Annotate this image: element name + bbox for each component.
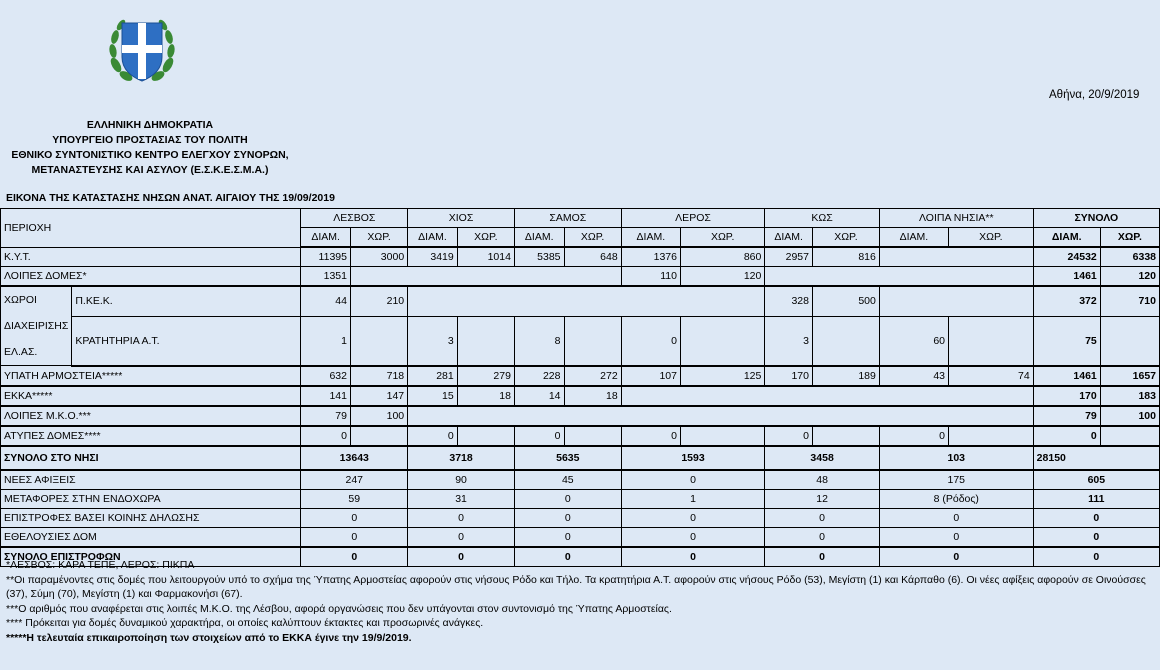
row-label: ΣΥΝΟΛΟ ΕΠΙΣΤΡΟΦΩΝ (1, 547, 301, 567)
cell: 13643 (301, 446, 408, 470)
xor-header: ΧΩΡ. (680, 228, 764, 248)
cell: 110 (621, 267, 680, 287)
cell: 44 (301, 286, 351, 316)
cell: 0 (514, 547, 621, 567)
cell: 3718 (408, 446, 515, 470)
cell: 648 (564, 247, 621, 267)
header-line: ΕΘΝΙΚΟ ΣΥΝΤΟΝΙΣΤΙΚΟ ΚΕΝΤΡΟ ΕΛΕΓΧΟΥ ΣΥΝΟΡΩΝ, (11, 149, 289, 161)
cell: 15 (408, 386, 458, 406)
diam-header: ΔΙΑΜ. (879, 228, 948, 248)
cell: 328 (765, 286, 813, 316)
document-title: ΕΙΚΟΝΑ ΤΗΣ ΚΑΤΑΣΤΑΣΗΣ ΝΗΣΩΝ ΑΝΑΤ. ΑΙΓΑΙΟΥ ΤΗΣ 19/09/2019 (6, 192, 335, 204)
row-label: ΕΘΕΛΟΥΣΙΕΣ ΔΟΜ (1, 527, 301, 547)
cell: 0 (765, 547, 880, 567)
header-line: ΕΛΛΗΝΙΚΗ ΔΗΜΟΚΡΑΤΙΑ (86, 119, 214, 131)
total-header: ΣΥΝΟΛΟ (1033, 209, 1159, 228)
cell: 632 (301, 366, 351, 386)
cell: 3000 (350, 247, 407, 267)
cell: 0 (621, 470, 765, 490)
island-header: ΧΙΟΣ (408, 209, 515, 228)
cell: 2957 (765, 247, 813, 267)
xor-header: ΧΩΡ. (812, 228, 879, 248)
cell: 3 (765, 316, 813, 365)
cell: 1351 (301, 267, 351, 287)
cell: 189 (812, 366, 879, 386)
table-row (1, 489, 1160, 508)
footnotes (6, 558, 1156, 645)
cell (564, 426, 621, 446)
row-label: ΑΤΥΠΕΣ ΔΟΜΕΣ**** (1, 426, 301, 446)
xor-header: ΧΩΡ. (350, 228, 407, 248)
island-header: ΣΑΜΟΣ (514, 209, 621, 228)
cell: 1593 (621, 446, 765, 470)
table-row (1, 446, 1160, 470)
cell: 210 (350, 286, 407, 316)
total-cell: 710 (1100, 286, 1159, 316)
group-label: ΧΩΡΟΙ ΔΙΑΧΕΙΡΙΣΗΣ ΕΛ.ΑΣ. (1, 286, 72, 366)
cell: 500 (812, 286, 879, 316)
cell: 45 (514, 470, 621, 490)
island-header: ΛΕΣΒΟΣ (301, 209, 408, 228)
cell: 0 (301, 527, 408, 547)
xor-header: ΧΩΡ. (1100, 228, 1159, 248)
header-line: ΜΕΤΑΝΑΣΤΕΥΣΗΣ ΚΑΙ ΑΣΥΛΟΥ (Ε.Σ.Κ.Ε.Σ.Μ.Α.) (31, 164, 269, 176)
cell: 18 (564, 386, 621, 406)
table-row (1, 247, 1160, 267)
cell: 107 (621, 366, 680, 386)
cell (949, 426, 1034, 446)
cell: 0 (621, 547, 765, 567)
cell: 79 (301, 406, 351, 426)
diam-header: ΔΙΑΜ. (1033, 228, 1100, 248)
table-row (1, 366, 1160, 386)
total-cell: 605 (1033, 470, 1159, 490)
cell: 175 (879, 470, 1033, 490)
cell (680, 316, 764, 365)
cell (879, 286, 1033, 316)
footnote: *ΛΕΣΒΟΣ: ΚΑΡΑ ΤΕΠΕ, ΛΕΡΟΣ: ΠΙΚΠΑ (6, 559, 195, 571)
cell: 0 (408, 426, 458, 446)
row-label: Π.ΚΕ.Κ. (72, 286, 301, 316)
cell (408, 406, 1034, 426)
cell (457, 316, 514, 365)
cell: 12 (765, 489, 880, 508)
cell: 0 (514, 508, 621, 527)
cell: 0 (765, 527, 880, 547)
cell: 0 (621, 508, 765, 527)
diam-header: ΔΙΑΜ. (301, 228, 351, 248)
cell (1100, 316, 1159, 365)
cell (350, 426, 407, 446)
total-cell: 100 (1100, 406, 1159, 426)
cell: 0 (514, 426, 564, 446)
cell: 247 (301, 470, 408, 490)
cell: 0 (879, 426, 948, 446)
cell: 8 (514, 316, 564, 365)
total-cell: 0 (1033, 508, 1159, 527)
cell: 1 (301, 316, 351, 365)
total-cell: 372 (1033, 286, 1100, 316)
cell: 228 (514, 366, 564, 386)
cell: 0 (408, 508, 515, 527)
total-cell: 6338 (1100, 247, 1159, 267)
cell: 8 (Ρόδος) (879, 489, 1033, 508)
diam-header: ΔΙΑΜ. (765, 228, 813, 248)
row-label: ΥΠΑΤΗ ΑΡΜΟΣΤΕΙΑ***** (1, 366, 301, 386)
cell (765, 267, 1033, 287)
total-cell: 79 (1033, 406, 1100, 426)
island-header: ΛΟΙΠΑ ΝΗΣΙΑ** (879, 209, 1033, 228)
cell: 18 (457, 386, 514, 406)
xor-header: ΧΩΡ. (949, 228, 1034, 248)
total-cell: 183 (1100, 386, 1159, 406)
table-row (1, 286, 1160, 316)
total-cell: 1657 (1100, 366, 1159, 386)
total-cell: 1461 (1033, 267, 1100, 287)
row-label: Κ.Υ.Τ. (1, 247, 301, 267)
island-header: ΚΩΣ (765, 209, 880, 228)
cell: 281 (408, 366, 458, 386)
greek-emblem-icon (108, 15, 176, 87)
row-label: ΣΥΝΟΛΟ ΣΤΟ ΝΗΣΙ (1, 446, 301, 470)
cell: 718 (350, 366, 407, 386)
total-cell: 120 (1100, 267, 1159, 287)
header-line: ΥΠΟΥΡΓΕΙΟ ΠΡΟΣΤΑΣΙΑΣ ΤΟΥ ΠΟΛΙΤΗ (52, 134, 248, 146)
cell: 0 (408, 527, 515, 547)
table-row (1, 406, 1160, 426)
cell (457, 426, 514, 446)
cell: 0 (621, 527, 765, 547)
cell: 0 (301, 426, 351, 446)
cell: 0 (879, 547, 1033, 567)
cell: 0 (765, 508, 880, 527)
table-row (1, 470, 1160, 490)
total-cell: 75 (1033, 316, 1100, 365)
total-cell: 24532 (1033, 247, 1100, 267)
cell: 5635 (514, 446, 621, 470)
cell: 74 (949, 366, 1034, 386)
cell: 0 (765, 426, 813, 446)
cell: 100 (350, 406, 407, 426)
islands-status-table (0, 208, 1160, 567)
cell: 120 (680, 267, 764, 287)
footnote: *****Η τελευταία επικαιροποίηση των στοιχείων από το ΕΚΚΑ έγινε την 19/9/2019. (6, 631, 412, 644)
cell: 279 (457, 366, 514, 386)
cell (350, 316, 407, 365)
footnote: **Οι παραμένοντες στις δομές που λειτουργούν υπό το σχήμα της Ύπατης Αρμοστείας αφορούν στις νήσους Ρόδο και Τήλο. Τα κρατητήρια Α.Τ. αφορούν στις νήσους Ρόδο (53), Μεγίστη (1) και Κάρπαθο (6). Οι νέες αφίξεις αφορούν σε Οινούσσες (37), Σύμη (70), Μεγίστη (1) και Φαρμακονήσι (67). (6, 573, 1146, 600)
xor-header: ΧΩΡ. (564, 228, 621, 248)
cell: 141 (301, 386, 351, 406)
total-cell: 0 (1033, 547, 1159, 567)
row-label: ΕΚΚΑ***** (1, 386, 301, 406)
cell (812, 426, 879, 446)
region-header: ΠΕΡΙΟΧΗ (1, 209, 301, 248)
cell: 147 (350, 386, 407, 406)
row-label: ΛΟΙΠΕΣ Μ.Κ.Ο.*** (1, 406, 301, 426)
footnote: ***Ο αριθμός που αναφέρεται στις λοιπές Μ.Κ.Ο. της Λέσβου, αφορά οργανώσεις που δεν υπάγονται στον συντονισμό της Ύπατης Αρμοστείας. (6, 602, 672, 615)
table-row (1, 426, 1160, 446)
cell: 170 (765, 366, 813, 386)
issuer-header (0, 118, 300, 178)
total-cell: 0 (1033, 426, 1100, 446)
cell: 48 (765, 470, 880, 490)
row-label: ΝΕΕΣ ΑΦΙΞΕΙΣ (1, 470, 301, 490)
diam-header: ΔΙΑΜ. (514, 228, 564, 248)
table-header-row (1, 209, 1160, 228)
total-cell: 170 (1033, 386, 1100, 406)
table-row (1, 316, 1160, 365)
cell (949, 316, 1034, 365)
row-label: ΕΠΙΣΤΡΟΦΕΣ ΒΑΣΕΙ ΚΟΙΝΗΣ ΔΗΛΩΣΗΣ (1, 508, 301, 527)
total-cell: 1461 (1033, 366, 1100, 386)
diam-header: ΔΙΑΜ. (621, 228, 680, 248)
cell: 60 (879, 316, 948, 365)
cell: 1 (621, 489, 765, 508)
cell (879, 247, 1033, 267)
cell: 3419 (408, 247, 458, 267)
cell: 0 (879, 527, 1033, 547)
cell: 1376 (621, 247, 680, 267)
cell: 59 (301, 489, 408, 508)
diam-header: ΔΙΑΜ. (408, 228, 458, 248)
cell: 0 (408, 547, 515, 567)
cell: 0 (301, 547, 408, 567)
cell: 0 (879, 508, 1033, 527)
cell: 0 (621, 426, 680, 446)
cell (621, 386, 1033, 406)
cell: 816 (812, 247, 879, 267)
cell (408, 286, 765, 316)
cell (350, 267, 621, 287)
table-row (1, 267, 1160, 287)
table-row (1, 508, 1160, 527)
document-date: Αθήνα, 20/9/2019 (1049, 89, 1140, 101)
total-cell: 0 (1033, 527, 1159, 547)
cell: 125 (680, 366, 764, 386)
cell (680, 426, 764, 446)
cell: 272 (564, 366, 621, 386)
table-row (1, 527, 1160, 547)
table-row (1, 386, 1160, 406)
cell (812, 316, 879, 365)
cell: 103 (879, 446, 1033, 470)
cell: 0 (621, 316, 680, 365)
row-label: ΚΡΑΤΗΤΗΡΙΑ Α.Τ. (72, 316, 301, 365)
cell: 14 (514, 386, 564, 406)
footnote: **** Πρόκειται για δομές δυναμικού χαρακτήρα, οι οποίες καλύπτουν έκτακτες και προσωρινές ανάγκες. (6, 617, 484, 629)
cell: 860 (680, 247, 764, 267)
cell: 3 (408, 316, 458, 365)
total-cell: 28150 (1033, 446, 1159, 470)
cell: 0 (514, 527, 621, 547)
cell: 11395 (301, 247, 351, 267)
cell (564, 316, 621, 365)
cell: 90 (408, 470, 515, 490)
cell: 1014 (457, 247, 514, 267)
row-label: ΛΟΙΠΕΣ ΔΟΜΕΣ* (1, 267, 301, 287)
xor-header: ΧΩΡ. (457, 228, 514, 248)
cell: 0 (301, 508, 408, 527)
cell: 5385 (514, 247, 564, 267)
total-cell: 111 (1033, 489, 1159, 508)
cell: 3458 (765, 446, 880, 470)
row-label: ΜΕΤΑΦΟΡΕΣ ΣΤΗΝ ΕΝΔΟΧΩΡΑ (1, 489, 301, 508)
cell: 31 (408, 489, 515, 508)
island-header: ΛΕΡΟΣ (621, 209, 765, 228)
cell: 43 (879, 366, 948, 386)
cell (1100, 426, 1159, 446)
cell: 0 (514, 489, 621, 508)
